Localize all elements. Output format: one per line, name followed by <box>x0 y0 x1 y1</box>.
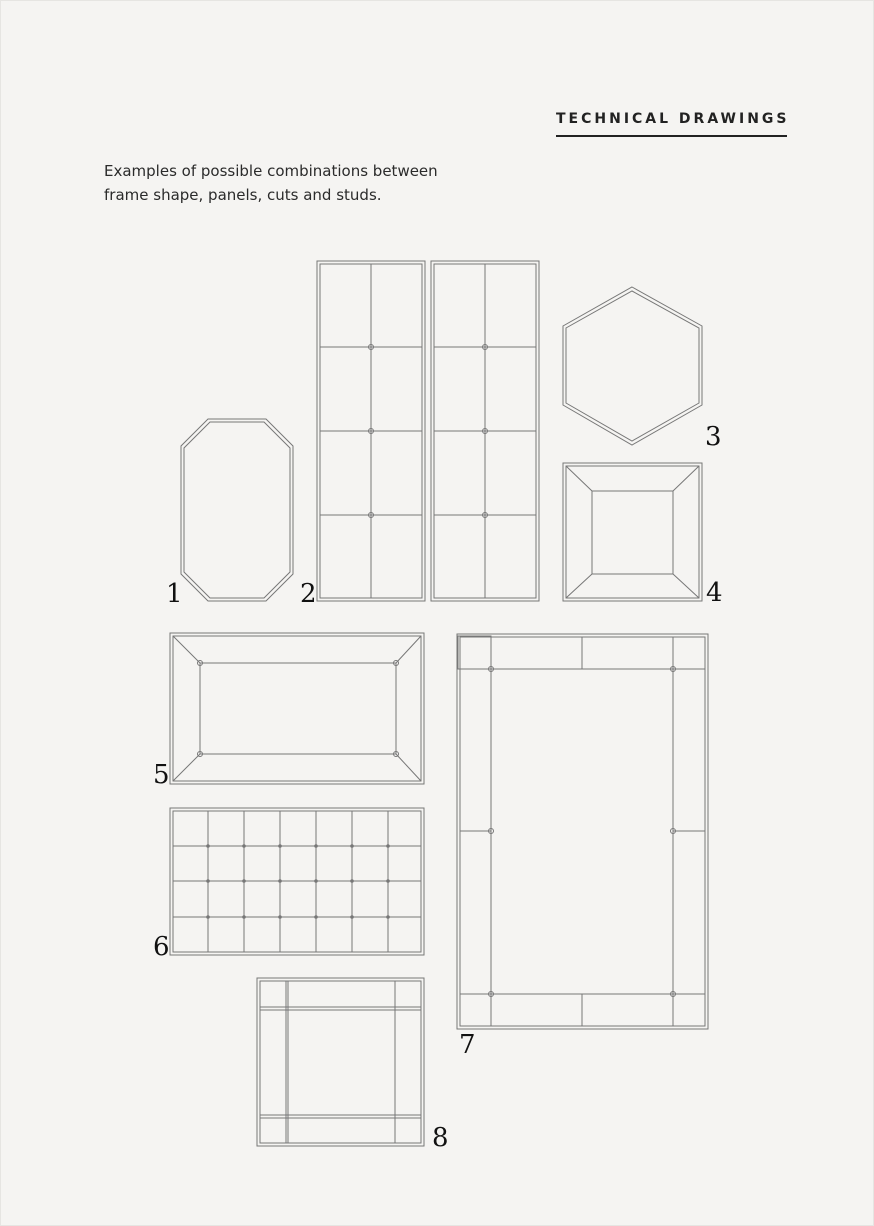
drawing-1-octagon-frame <box>181 419 293 601</box>
drawing-number-1: 1 <box>166 579 183 609</box>
section-title: TECHNICAL DRAWINGS <box>556 111 790 127</box>
drawing-6-grid-panel-frame <box>170 808 424 955</box>
drawing-number-3: 3 <box>705 422 722 452</box>
drawing-number-7: 7 <box>459 1030 476 1060</box>
drawing-7-large-bordered-frame <box>457 634 708 1029</box>
drawing-3-hexagon-frame <box>563 287 702 445</box>
drawing-8-square-bordered-frame <box>257 978 424 1146</box>
drawing-number-2: 2 <box>300 579 317 609</box>
drawing-number-5: 5 <box>153 760 170 790</box>
drawing-number-4: 4 <box>706 578 723 608</box>
intro-line-2: frame shape, panels, cuts and studs. <box>104 186 382 204</box>
drawing-number-8: 8 <box>432 1123 449 1153</box>
drawing-4-beveled-square-frame <box>563 463 702 601</box>
drawing-5-wide-beveled-frame <box>170 633 424 784</box>
drawing-number-6: 6 <box>153 932 170 962</box>
drawing-2-tall-panel-frames <box>317 261 539 601</box>
intro-line-1: Examples of possible combinations between <box>104 162 438 180</box>
